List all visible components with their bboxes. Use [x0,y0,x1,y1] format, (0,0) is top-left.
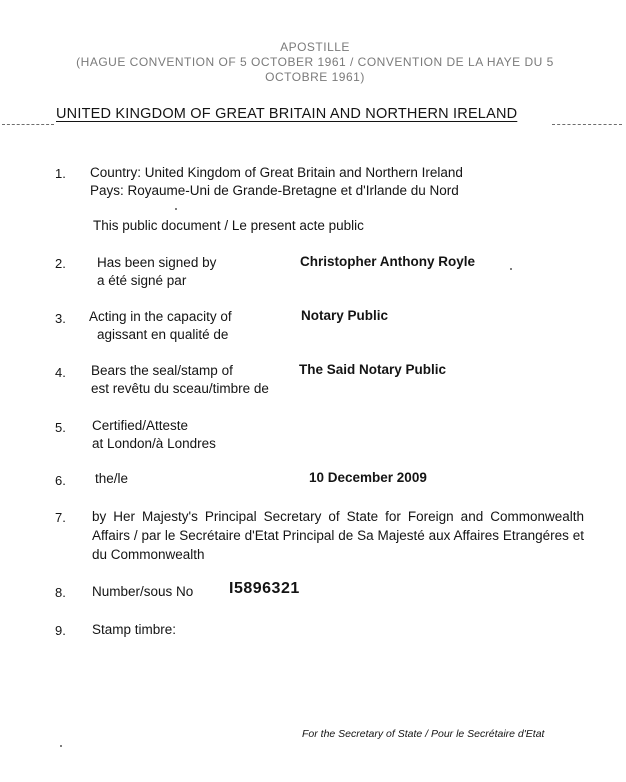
item-1-country-fr: Pays: Royaume-Uni de Grande-Bretagne et d'Irlande du Nord [90,183,459,198]
item-6-label: the/le [95,471,129,486]
header-convention-line2: OCTOBRE 1961) [265,70,365,84]
item-6-number: 6. [55,473,66,488]
item-2-label-fr: a été signé par [97,273,187,288]
item-2-number: 2. [55,256,66,271]
scan-speck [510,268,512,270]
item-4-label-fr: est revêtu du sceau/timbre de [91,381,269,396]
country-title: UNITED KINGDOM OF GREAT BRITAIN AND NORTHERN IRELAND [56,106,518,122]
capacity-value: Notary Public [301,308,389,323]
header [30,40,600,85]
item-7-number: 7. [55,510,66,525]
seal-value: The Said Notary Public [299,362,447,377]
item-7-authority-text: by Her Majesty's Principal Secretary of State for Foreign and Commonwealth Affairs / par le Secrétaire d'Etat Principal de Sa Majesté aux Affaires Etrangéres et du Commonwealth [92,509,584,562]
item-1-country-en: Country: United Kingdom of Great Britain and Northern Ireland [90,165,463,180]
item-2-label-en: Has been signed by [97,255,217,270]
header-convention-line1: (HAGUE CONVENTION OF 5 OCTOBER 1961 / CONVENTION DE LA HAYE DU 5 [76,55,554,69]
item-8-number: 8. [55,585,66,600]
item-9-label: Stamp timbre: [92,622,177,637]
item-1-number: 1. [55,166,66,181]
title-rule-left [2,124,54,125]
public-document-line: This public document / Le present acte public [93,218,364,233]
scan-speck [175,208,177,210]
title-rule-right [552,124,622,125]
item-5-certified: Certified/Atteste [92,418,189,433]
item-8-label: Number/sous No [92,584,194,599]
item-5-location: at London/à Londres [92,436,216,451]
item-9-number: 9. [55,623,66,638]
signatory-name: Christopher Anthony Royle [300,254,476,269]
item-5-number: 5. [55,420,66,435]
item-4-number: 4. [55,365,66,380]
certification-date: 10 December 2009 [309,470,427,485]
header-title: APOSTILLE [280,40,350,54]
apostille-number: I5896321 [229,580,300,597]
scan-speck [60,745,62,747]
item-3-number: 3. [55,311,66,326]
item-3-label-fr: agissant en qualité de [97,327,229,342]
item-4-label-en: Bears the seal/stamp of [91,363,233,378]
item-3-label-en: Acting in the capacity of [89,309,232,324]
footer-signature-line: For the Secretary of State / Pour le Secrétaire d'Etat [302,728,545,740]
